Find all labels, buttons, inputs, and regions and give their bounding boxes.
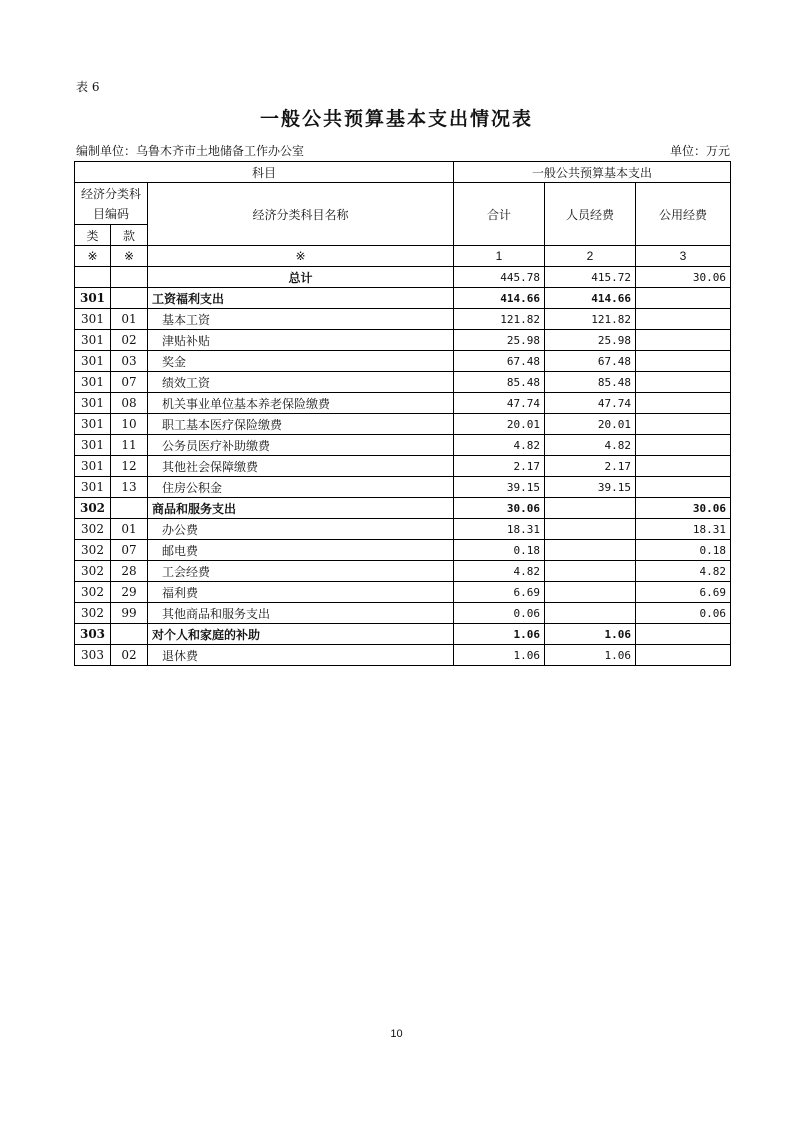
cell-public: [636, 414, 731, 435]
table-row: [75, 582, 731, 603]
cell-subject-name: 工资福利支出: [148, 288, 454, 309]
header-row-1: [75, 162, 731, 183]
table-row: [75, 330, 731, 351]
cell-subject-name: 商品和服务支出: [148, 498, 454, 519]
cell-lei: 301: [75, 288, 111, 309]
cell-lei: 301: [75, 393, 111, 414]
cell-personnel: 47.74: [545, 393, 636, 414]
cell-personnel: 85.48: [545, 372, 636, 393]
cell-total: 25.98: [454, 330, 545, 351]
header-subject: 科目: [75, 162, 454, 183]
cell-subject-name: 机关事业单位基本养老保险缴费: [148, 393, 454, 414]
cell-personnel: [545, 519, 636, 540]
table-row: [75, 561, 731, 582]
mark-kuan: ※: [111, 246, 148, 267]
cell-lei: 302: [75, 561, 111, 582]
header-code: 经济分类科目编码: [75, 183, 148, 225]
cell-subject-name: 绩效工资: [148, 372, 454, 393]
cell-total: 47.74: [454, 393, 545, 414]
cell-subject-name: 津贴补贴: [148, 330, 454, 351]
total-amount: 445.78: [454, 267, 545, 288]
table-row: [75, 540, 731, 561]
cell-kuan: 08: [111, 393, 148, 414]
table-row: [75, 414, 731, 435]
cell-public: 30.06: [636, 498, 731, 519]
cell-personnel: 25.98: [545, 330, 636, 351]
cell-personnel: 1.06: [545, 624, 636, 645]
cell-kuan: 10: [111, 414, 148, 435]
total-row: [75, 267, 731, 288]
cell-lei: 301: [75, 456, 111, 477]
table-row: [75, 603, 731, 624]
total-label: 总计: [148, 267, 454, 288]
currency-unit: 单位：万元: [669, 144, 730, 158]
column-number-3: 3: [636, 246, 731, 267]
header-expenditure-group: 一般公共预算基本支出: [454, 162, 731, 183]
cell-lei: 301: [75, 351, 111, 372]
cell-public: 4.82: [636, 561, 731, 582]
cell-lei: 303: [75, 645, 111, 666]
cell-public: [636, 288, 731, 309]
cell-lei: 301: [75, 435, 111, 456]
cell-subject-name: 其他社会保障缴费: [148, 456, 454, 477]
cell-kuan: 01: [111, 309, 148, 330]
column-number-1: 1: [454, 246, 545, 267]
header-lei: 类: [75, 225, 111, 246]
table-number-label: 表 6: [76, 80, 100, 94]
table-row: [75, 393, 731, 414]
total-public: 30.06: [636, 267, 731, 288]
cell-lei: 301: [75, 477, 111, 498]
cell-subject-name: 奖金: [148, 351, 454, 372]
cell-kuan: 02: [111, 645, 148, 666]
cell-kuan: 02: [111, 330, 148, 351]
cell-subject-name: 工会经费: [148, 561, 454, 582]
cell-lei: 303: [75, 624, 111, 645]
cell-personnel: 39.15: [545, 477, 636, 498]
header-row-2: [75, 183, 731, 225]
cell-personnel: [545, 561, 636, 582]
compiling-unit: 编制单位：乌鲁木齐市土地储备工作办公室: [76, 144, 305, 158]
cell-kuan: 99: [111, 603, 148, 624]
cell-personnel: 67.48: [545, 351, 636, 372]
cell-kuan: 07: [111, 540, 148, 561]
cell-public: [636, 330, 731, 351]
mark-lei: ※: [75, 246, 111, 267]
cell-public: [636, 645, 731, 666]
table-row: [75, 372, 731, 393]
cell-kuan: 12: [111, 456, 148, 477]
header-row-4: [75, 246, 731, 267]
cell-total: 20.01: [454, 414, 545, 435]
cell-kuan: 03: [111, 351, 148, 372]
cell-subject-name: 邮电费: [148, 540, 454, 561]
cell-total: 414.66: [454, 288, 545, 309]
header-total: 合计: [454, 183, 545, 246]
page-title: 一般公共预算基本支出情况表: [259, 108, 533, 130]
cell-public: 0.18: [636, 540, 731, 561]
cell-lei: 301: [75, 309, 111, 330]
cell-total: 85.48: [454, 372, 545, 393]
cell-subject-name: 基本工资: [148, 309, 454, 330]
cell-total: 2.17: [454, 456, 545, 477]
cell-kuan: 29: [111, 582, 148, 603]
header-kuan: 款: [111, 225, 148, 246]
cell-public: [636, 477, 731, 498]
budget-table: [74, 161, 731, 666]
cell-kuan: [111, 498, 148, 519]
cell-personnel: 2.17: [545, 456, 636, 477]
cell-kuan: 11: [111, 435, 148, 456]
cell-personnel: 1.06: [545, 645, 636, 666]
cell-lei: 302: [75, 498, 111, 519]
cell-kuan: [111, 624, 148, 645]
mark-name: ※: [148, 246, 454, 267]
cell-public: [636, 309, 731, 330]
cell-total: 39.15: [454, 477, 545, 498]
header-name: 经济分类科目名称: [148, 183, 454, 246]
cell-subject-name: 其他商品和服务支出: [148, 603, 454, 624]
category-row: [75, 498, 731, 519]
cell-public: [636, 372, 731, 393]
table-row: [75, 645, 731, 666]
cell-subject-name: 福利费: [148, 582, 454, 603]
cell-total: 30.06: [454, 498, 545, 519]
cell-kuan: 28: [111, 561, 148, 582]
cell-subject-name: 职工基本医疗保险缴费: [148, 414, 454, 435]
cell-lei: 302: [75, 582, 111, 603]
cell-total: 121.82: [454, 309, 545, 330]
column-number-2: 2: [545, 246, 636, 267]
cell-lei: 301: [75, 372, 111, 393]
cell-total: 1.06: [454, 645, 545, 666]
table-row: [75, 456, 731, 477]
header-public: 公用经费: [636, 183, 731, 246]
category-row: [75, 624, 731, 645]
cell-kuan: 07: [111, 372, 148, 393]
cell-personnel: 4.82: [545, 435, 636, 456]
cell-total: 1.06: [454, 624, 545, 645]
cell-personnel: [545, 603, 636, 624]
cell-public: [636, 456, 731, 477]
table-row: [75, 477, 731, 498]
cell-total: 0.06: [454, 603, 545, 624]
cell-total: 6.69: [454, 582, 545, 603]
total-personnel: 415.72: [545, 267, 636, 288]
cell-public: [636, 393, 731, 414]
table-row: [75, 351, 731, 372]
cell-public: [636, 435, 731, 456]
cell-personnel: 20.01: [545, 414, 636, 435]
table-row: [75, 309, 731, 330]
cell-public: [636, 351, 731, 372]
cell-public: [636, 624, 731, 645]
cell-subject-name: 办公费: [148, 519, 454, 540]
header-personnel: 人员经费: [545, 183, 636, 246]
cell-total: 0.18: [454, 540, 545, 561]
cell-total: 4.82: [454, 561, 545, 582]
cell-total: 67.48: [454, 351, 545, 372]
cell-kuan: 01: [111, 519, 148, 540]
cell-subject-name: 退休费: [148, 645, 454, 666]
cell-lei: 301: [75, 414, 111, 435]
cell-personnel: 414.66: [545, 288, 636, 309]
cell-personnel: [545, 540, 636, 561]
cell-lei: 301: [75, 330, 111, 351]
cell-public: 18.31: [636, 519, 731, 540]
cell-subject-name: 住房公积金: [148, 477, 454, 498]
cell-total: 18.31: [454, 519, 545, 540]
cell-kuan: 13: [111, 477, 148, 498]
cell-public: 0.06: [636, 603, 731, 624]
cell-total: 4.82: [454, 435, 545, 456]
cell-personnel: [545, 582, 636, 603]
cell-personnel: [545, 498, 636, 519]
cell-subject-name: 公务员医疗补助缴费: [148, 435, 454, 456]
cell-public: 6.69: [636, 582, 731, 603]
page-number: 10: [390, 1028, 403, 1040]
cell-lei: 302: [75, 603, 111, 624]
cell-lei: 302: [75, 519, 111, 540]
table-row: [75, 435, 731, 456]
cell-subject-name: 对个人和家庭的补助: [148, 624, 454, 645]
cell-lei: 302: [75, 540, 111, 561]
table-row: [75, 519, 731, 540]
cell-kuan: [111, 288, 148, 309]
cell-personnel: 121.82: [545, 309, 636, 330]
category-row: [75, 288, 731, 309]
